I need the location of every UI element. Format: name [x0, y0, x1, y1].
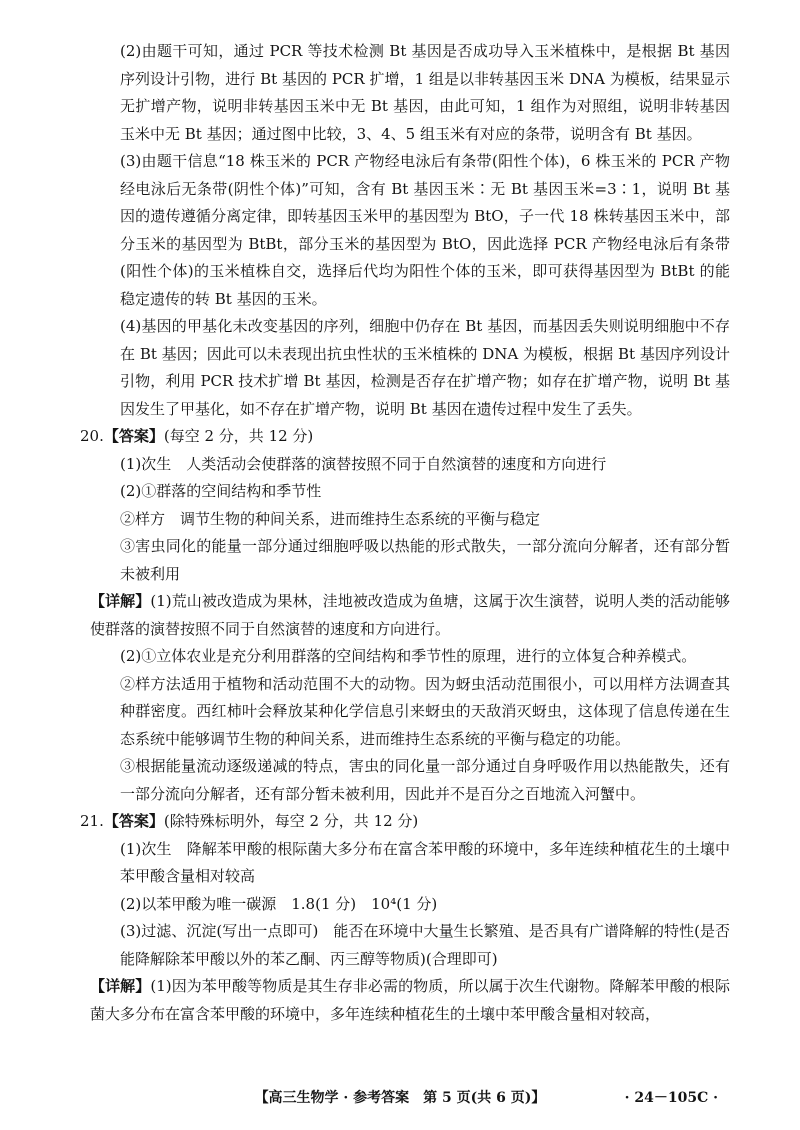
q20-detail-first	[90, 588, 730, 643]
footer-page-info: 【高三生物学 · 参考答案 第 5 页(共 6 页)】	[254, 1090, 546, 1106]
question-20	[80, 423, 730, 808]
q21-answer-3: (3)过滤、沉淀(写出一点即可) 能否在环境中大量生长繁殖、是否具有广谱降解的特性(是否能降解除苯甲酸以外的苯乙酮、丙三醇等物质)(合理即可)	[120, 922, 730, 968]
q19-part4-paragraph: (4)基因的甲基化未改变基因的序列，细胞中仍存在 Bt 基因，而基因丢失则说明细胞中不存在 Bt 基因；因此可以未表现出抗虫性状的玉米植株的 DNA 为模板，根据 Bt 基因序列设计引物，利用 PCR 技术扩增 Bt 基因，检测是否存在扩增产物；如存在扩增产物，说明 Bt 基因发生了甲基化，如不存在扩增产物，说明 Bt 基因在遗传过程中发生了丢失。	[120, 317, 730, 418]
q21-answer-heading	[80, 808, 730, 836]
q20-answer-3: ②样方 调节生物的种间关系，进而维持生态系统的平衡与稳定	[120, 509, 541, 528]
q20-number: 20.	[80, 427, 104, 445]
q19-part2-paragraph: (2)由题干可知，通过 PCR 等技术检测 Bt 基因是否成功导入玉米植株中，是根据 Bt 基因序列设计引物，进行 Bt 基因的 PCR 扩增，1 组是以非转基因玉米 DNA 为模板，结果显示无扩增产物，说明非转基因玉米中无 Bt 基因，由此可知，1 组作为对照组，说明非转基因玉米中无 Bt 基因；通过图中比较，3、4、5 组玉米有对应的条带，说明含有 Bt 基因。	[120, 42, 730, 143]
q19-part3-paragraph: (3)由题干信息“18 株玉米的 PCR 产物经电泳后有条带(阳性个体)，6 株玉米的 PCR 产物经电泳后无条带(阴性个体)”可知，含有 Bt 基因玉米∶无 Bt 基因玉米=3∶1，说明 Bt 基因的遗传遵循分离定律，即转基因玉米甲的基因型为 BtO，子一代 18 株转基因玉米中，部分玉米的基因型为 BtBt，部分玉米的基因型为 BtO，因此选择 PCR 产物经电泳后有条带(阳性个体)的玉米植株自交，选择后代均为阳性个体的玉米，即可获得基因型为 BtBt 的能稳定遗传的转 Bt 基因的玉米。	[120, 152, 730, 308]
q20-detail-4: ③根据能量流动逐级递减的特点，害虫的同化量一部分通过自身呼吸作用以热能散失，还有一部分流向分解者，还有部分暂未被利用，因此并不是百分之百地流入河蟹中。	[120, 757, 730, 803]
question-19-continued	[90, 38, 730, 423]
q21-answer-note: (除特殊标明外，每空 2 分，共 12 分)	[163, 812, 419, 830]
q20-answer-note: (每空 2 分，共 12 分)	[163, 427, 314, 445]
q21-number: 21.	[80, 812, 104, 830]
footer-exam-code: · 24－105C ·	[624, 1090, 718, 1106]
page-footer	[0, 1087, 800, 1111]
q20-answer-2: (2)①群落的空间结构和季节性	[120, 482, 322, 500]
answer-content	[80, 38, 730, 1028]
q21-answer-2: (2)以苯甲酸为唯一碳源 1.8(1 分) 10⁴(1 分)	[120, 894, 438, 913]
q21-detail-tag: 【详解】	[90, 977, 151, 995]
question-21	[80, 808, 730, 1028]
q20-detail-3: ②样方法适用于植物和活动范围不大的动物。因为蚜虫活动范围很小，可以用样方法调查其种群密度。西红柿叶会释放某种化学信息引来蚜虫的天敌消灭蚜虫，这体现了信息传递在生态系统中能够调节生物的种间关系，进而维持生态系统的平衡与稳定的功能。	[120, 674, 730, 748]
q20-detail-tag: 【详解】	[90, 592, 151, 610]
q20-detail-2: (2)①立体农业是充分利用群落的空间结构和季节性的原理，进行的立体复合种养模式。	[120, 647, 697, 665]
q21-detail-text: (1)因为苯甲酸等物质是其生存非必需的物质，所以属于次生代谢物。降解苯甲酸的根际菌大多分布在富含苯甲酸的环境中，多年连续种植花生的土壤中苯甲酸含量相对较高，	[90, 977, 730, 1023]
q21-answer-1: (1)次生 降解苯甲酸的根际菌大多分布在富含苯甲酸的环境中，多年连续种植花生的土壤中苯甲酸含量相对较高	[120, 839, 730, 885]
q20-detail-text: (1)荒山被改造成为果林，洼地被改造成为鱼塘，这属于次生演替，说明人类的活动能够使群落的演替按照不同于自然演替的速度和方向进行。	[90, 592, 730, 638]
q20-answer-4: ③害虫同化的能量一部分通过细胞呼吸以热能的形式散失，一部分流向分解者，还有部分暂未被利用	[120, 537, 730, 583]
q20-answer-1: (1)次生 人类活动会使群落的演替按照不同于自然演替的速度和方向进行	[120, 454, 607, 473]
q21-answer-tag: 【答案】	[103, 812, 164, 830]
q20-answer-tag: 【答案】	[103, 427, 164, 445]
q20-answer-heading	[80, 423, 730, 451]
q21-detail-first	[90, 973, 730, 1028]
